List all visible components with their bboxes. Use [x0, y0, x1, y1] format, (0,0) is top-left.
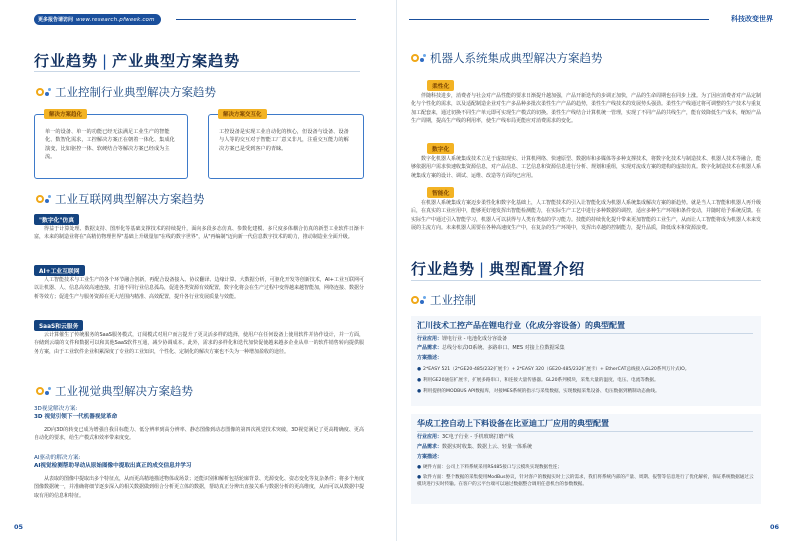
vision-subhead-ai: AI驱动的解决方案: AI视觉检测帮助导动从原始图像中提取出真正的成交信息并学习: [34, 455, 192, 469]
subtopic-tag: AI+工业互联网: [34, 265, 85, 276]
section-bullet-icon: [36, 87, 52, 97]
subtopic-paragraph: 在机器人系统集成方案迈步柔性化和数字化基础上，人工智能技术的引入让智能化成为机器人系统集成解决方案的新趋势。就是当人工智能和机器人再升级后，在真实的工业应用中，能够更好地发挥出智能检测能力，在实际生产工艺中进行多种数据的调控，适应多种生产环境和条件变动，并随时给予系统反馈。在实际生产中通过引入智能学习，机器人可以获得与人类有类似的学习能力。技能的持续优化提升带来更加智能的工业生产，从而让人工智能将成为机器人未来发展的主流方向。未来机器人需要在各种高速度生产中，在复杂的生产环境中，发挥出卓越的控制能力，提升品质，降低成本和资源浪费。: [411, 200, 762, 232]
section-industrial-control: 工业控制行业典型解决方案趋势: [36, 84, 216, 100]
title-rule: [34, 71, 360, 72]
page-title: 行业趋势 | 典型配置介绍: [411, 260, 586, 278]
case-title: 华成工控自动上下料设备在比亚迪工厂应用的典型配置: [417, 419, 609, 428]
header-url[interactable]: www.research.pfweek.com: [76, 16, 155, 23]
trend-box-integration: [34, 114, 188, 179]
trend-tag: 解决方案趋化: [44, 109, 87, 119]
subtopic-tag: 数字化: [427, 143, 454, 154]
subtopic-tag: SaaS和云服务: [34, 320, 83, 331]
section-bullet-icon: [411, 295, 427, 305]
page-number: 05: [14, 523, 24, 531]
case-bullet: ● 利用GE20通信扩展卡，扩展多路串口，和连接大量传感器。GL20系列模块，采集大量的温度、电压、电流等数据。: [417, 378, 659, 383]
case-bullet: ● 软件方面：整个数据的采集使用ModBus协议，针对客户的数据实时上云的需求，我们将系统内部的产量、周期、报警等信息进行了优化解析，保证系统数据通过云模块进行实时传输。在客户的云平台端可以通过数据整合调用任意机台的参数数据。: [417, 475, 754, 488]
section-industrial-internet: 工业互联网典型解决方案趋势: [36, 191, 205, 207]
subtopic-paragraph: 数字化机器人系统集成技术立足于虚拟现实、计算机网络、快速原型、数据库和多媒体等多种支撑技术，将数字化技术与制造技术、机器人技术等融合，能够依据用户需求快速收集资源信息，对产品信息、工艺信息和资源信息进行分析、规划和重组，实现对流成方案的建构的虚拟仿真。数字化制造技术在机器人系统集成方案的设计、调试、运维、改造等方面均已应用。: [411, 156, 762, 179]
vision-paragraph-3d: 2D向3D的转变已成为增强自我目标能力、低分辨率到高分辨率、静态图像到动态图像的第四次视觉技术突破，3D视觉满足了更高精确度、更高自动化的要求，给生产模式和效率带来度变。: [34, 427, 364, 442]
section-bullet-icon: [36, 194, 52, 204]
trend-tag: 解决方案交互化: [218, 109, 267, 119]
header-brand[interactable]: [34, 14, 161, 25]
section-bullet-icon: [36, 386, 52, 396]
subtopic-paragraph: 人工智能技术与工业生产的各个环节融合创新，再配合设备接入、协议翻译、边缘计算、大数据分析，可驱化开发等创新技术，AI+工业互联网可以让机器、人、信息高效高速连接，打通不同行业信息孤岛，促进各类资源有效配置，数字化将会在生产过程中变得越来越智能加，网络连接、数据分析等效方；促进生产与服务资源在更大范围内精准、高效配置，提升各行业发展质量与效能。: [34, 277, 365, 300]
case-plan-label: 方案描述：: [417, 454, 443, 460]
section-industrial-control-config: 工业控制: [411, 292, 476, 308]
subtopic-tag: 柔性化: [427, 80, 454, 91]
case-industry: 行业应用：3C电子行业 - 手机玻璃打磨产线: [417, 434, 514, 440]
trend-box-interaction: [208, 114, 364, 179]
subtopic-paragraph: 云计算催生了传统服务的SaaS服务模式，订阅模式对用户而言提升了更灵活多样的选择，使用户在任何设备上使用软件并协作设计，并一方面，存储到云端的文件和数据可以和其他SaaS软件互通，减少协调成本。此外，需求的多样化和迭代加快促使越来越多企业从单一的软件销售转向提供服务方案，由于工业软件企业积累深度了专业的工业知识，个性化、定制化的解决方案也不失为一种增加盈收的途径。: [34, 332, 364, 355]
header-slogan: 科技改变世界: [731, 15, 773, 23]
subtopic-paragraph: 伴随科技进步，消费者与社会对产品性能的要求日渐提升越加强，产品开新迭代的步调正加快，产品的生命周期也在同步上涨。为了因应消费者对产品定制化与个性化的需求，以及适配制造企业对生产多品种多批次柔性生产产品的趋势，柔性生产线技术的发展势头强劲。柔性生产线通过将可调整的生产技术与重复加工配套来，通过切换不同生产单元即可实现生产模式的切换。柔性生产线结合计算机统一管理，实现了不同产品的共线生产，能有效降低生产成本，缩短产品生产周期，提高生产线的利用率，使生产线布局更能应对消费需求的变化。: [411, 93, 762, 125]
left-page: [0, 0, 396, 541]
section-industrial-vision: 工业视觉典型解决方案趋势: [36, 383, 193, 399]
page-number: 06: [769, 523, 779, 531]
case-rule: [417, 431, 753, 432]
vision-subhead-3d: 3D视觉解决方案: 3D 视觉引领下一代机器视觉革命: [34, 406, 118, 420]
subtopic-tag: 智能化: [427, 187, 454, 198]
header-rule: [409, 19, 709, 20]
case-industry: 行业应用：锂电行业 - 电池化成分容设备: [417, 336, 507, 342]
case-rule: [417, 333, 753, 334]
trend-text: 单一的设备、单一的功能已经无法满足工业生产的智能化、数智化需求，工控解决方案正在朝着一体化、集成化演变，比如驱控一体、软硬结合等解决方案已经成为主流。: [45, 129, 175, 161]
vision-paragraph-ai: 从表取的图像中提取出多个特征点，从而更高精地描述物体或场景；还能识别和解析包括轮廓背景、光源变化、姿态变化等复杂条件；将多个角度图像数据统一，并准确将细节逐步深入的相关数据做到组合分析更立体的数据，帮助真正分辨出直接关系与数据分析的更高维度，从而可以从数据中提取有用的信息和特征。: [34, 476, 365, 499]
title-rule: [411, 280, 761, 281]
section-robot-integration: 机器人系统集成典型解决方案趋势: [411, 50, 603, 66]
case-bullet: ● 2*EASY 521（2*GE20-485/232扩展卡）+ 2*EASY 320（GE20-485/232扩展卡）+ EtherCAT总线接入GL20系列万片式IO。: [417, 367, 690, 372]
case-bullet: ● 硬件方面：公司上下料系统采用RS485接口与云模块实现数据性连；: [417, 465, 562, 470]
subtopic-paragraph: 得益于计算处理、数据支持、图形化等基础支撑技术的持续提升，面向多段多态仿真、参数化建模、多尺度多体耦合仿真的新型工业软件日渐丰富，未来的制造业将在"高精仿物理世界"基础上升级量加"在线的数字世界"，从"再编制"迈向新一代信息数字技术的助力，推动制造业全面升级。: [34, 226, 364, 241]
page-title: 行业趋势 | 产业典型方案趋势: [34, 52, 241, 70]
case-plan-label: 方案描述：: [417, 355, 443, 361]
subtopic-tag: "数字化"仿真: [34, 214, 79, 225]
case-title: 汇川技术工控产品在锂电行业（化成分容设备）的典型配置: [417, 321, 625, 330]
header-logo: 更多报告请访问: [38, 17, 74, 23]
section-bullet-icon: [411, 53, 427, 63]
right-page: [397, 0, 793, 541]
case-requirement: 产品需求：数据实时收集、数据上云、轻量一体系统: [417, 444, 533, 450]
trend-text: 工控设备是实现工业自动化的核心，但设备与设备、设备与人等的交互对于智能工厂意义非凡，注重交互能力的解决方案已是受到客户的青睐。: [219, 129, 349, 152]
case-bullet: ● 利用提供的MODBUS API数据库，对接MES系统的指示与采集数据，实现数据采集设备、电压数据到精制动态曲线。: [417, 389, 660, 394]
header-rule: [176, 19, 356, 20]
case-requirement: 产品需求：总线分布式IO系统、多路串口、MES 对接上位数据采集: [417, 345, 565, 351]
